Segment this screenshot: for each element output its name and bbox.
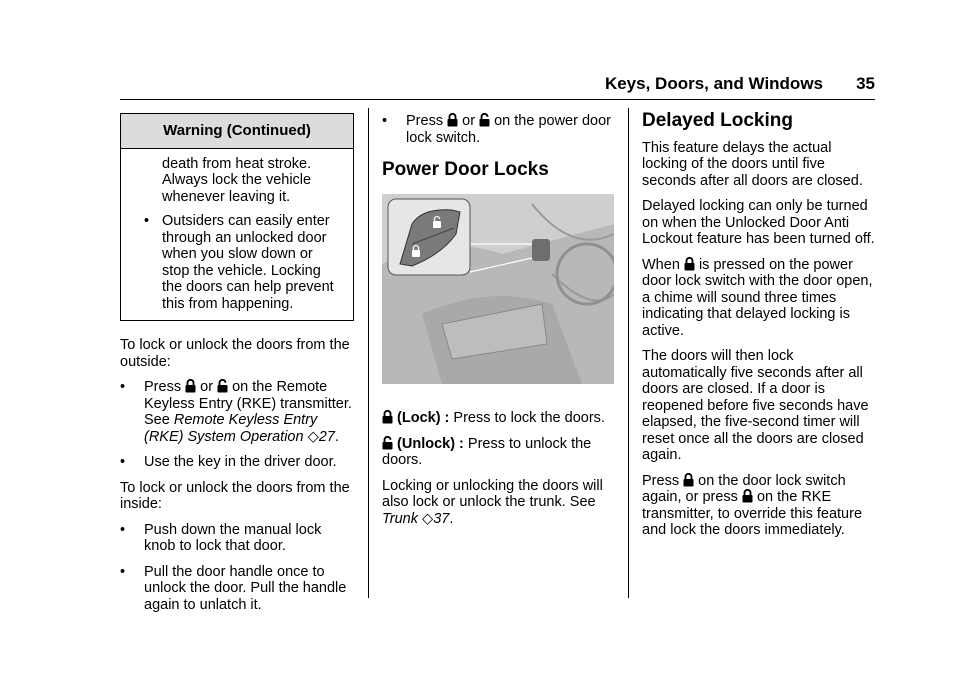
warning-continuation: death from heat stroke. Always lock the vehicle whenever leaving it.	[162, 155, 312, 205]
paragraph: The doors will then lock automatically five seconds after all doors are closed. If a door is reopened before five seconds have elapsed, the five-second timer will reset once all the doors are closed again.	[642, 348, 869, 463]
list-item-text: Use the key in the driver door.	[144, 454, 337, 470]
list-item	[120, 379, 356, 445]
list-item	[120, 454, 356, 471]
inside-intro: To lock or unlock the doors from the inside:	[120, 479, 350, 512]
page-number: 35	[856, 74, 875, 93]
page-reference[interactable]: 37	[433, 510, 450, 527]
lock-description: (Lock) : Press to lock the doors.	[382, 410, 616, 427]
lock-icon	[185, 379, 196, 393]
lock-icon	[683, 473, 694, 487]
warning-bullet	[131, 213, 343, 312]
paragraph: Press on the door lock switch again, or press on the RKE transmitter, to override this feature and lock the doors immediately.	[642, 472, 863, 538]
lock-icon	[382, 410, 393, 424]
page-ref-arrow: ◇	[307, 428, 319, 445]
column-middle	[382, 113, 616, 536]
column-right	[642, 110, 875, 548]
list-item-text: Press or on the power door lock switch.	[406, 113, 611, 146]
list-item-text: Push down the manual lock knob to lock that door.	[144, 521, 322, 554]
outside-intro: To lock or unlock the doors from the outside:	[120, 337, 350, 370]
paragraph: Delayed locking can only be turned on when the Unlocked Door Anti Lockout feature has been turned off.	[642, 198, 875, 247]
lock-icon	[447, 113, 458, 127]
bullet-marker: •	[143, 213, 150, 229]
unlock-icon	[382, 436, 393, 450]
door-lock-switch-illustration	[382, 194, 614, 384]
warning-title: Warning (Continued)	[121, 114, 353, 149]
column-left	[120, 113, 356, 622]
section-title: Keys, Doors, and Windows	[604, 74, 823, 93]
warning-body	[121, 149, 353, 321]
bullet-marker: •	[382, 113, 388, 129]
list-item	[120, 564, 356, 614]
section-heading: Power Door Locks	[382, 159, 549, 180]
list-item-text: Press or on the Remote Keyless Entry (RKE) transmitter. See Remote Keyless Entry (RKE) System Operation ◇27.	[144, 379, 352, 445]
column-divider	[368, 108, 369, 598]
page-header	[120, 70, 875, 100]
section-heading: Delayed Locking	[642, 110, 793, 131]
trunk-note: Locking or unlocking the doors will also lock or unlock the trunk. See Trunk ◇37.	[382, 477, 603, 527]
bullet-marker: •	[120, 454, 126, 470]
page-ref-arrow: ◇	[422, 510, 434, 527]
paragraph: This feature delays the actual locking of the doors until five seconds after all doors are closed.	[642, 139, 863, 189]
cross-reference-link[interactable]: Remote Keyless Entry (RKE) System Operation	[144, 412, 318, 445]
list-item-text: Pull the door handle once to unlock the door. Pull the handle again to unlatch it.	[144, 563, 347, 613]
bullet-marker: •	[120, 563, 126, 580]
paragraph: When is pressed on the power door lock switch with the door open, a chime will sound three times indicating that delayed locking is active.	[642, 256, 873, 339]
page-reference[interactable]: 27	[318, 428, 335, 445]
warning-box	[120, 113, 354, 321]
unlock-description: (Unlock) : Press to unlock the doors.	[382, 435, 592, 468]
unlock-icon	[479, 113, 490, 127]
warning-bullet-text: Outsiders can easily enter through an unlocked door when you slow down or stop the vehicle. Locking the doors can help prevent this from happening.	[162, 213, 334, 312]
list-item	[382, 113, 616, 146]
lock-icon	[742, 489, 753, 503]
bullet-marker: •	[120, 521, 126, 538]
bullet-marker: •	[120, 379, 126, 395]
list-item	[120, 522, 356, 555]
unlock-icon	[217, 379, 228, 393]
lock-icon	[684, 257, 695, 271]
column-divider	[628, 108, 629, 598]
cross-reference-link[interactable]: Trunk	[382, 510, 418, 527]
